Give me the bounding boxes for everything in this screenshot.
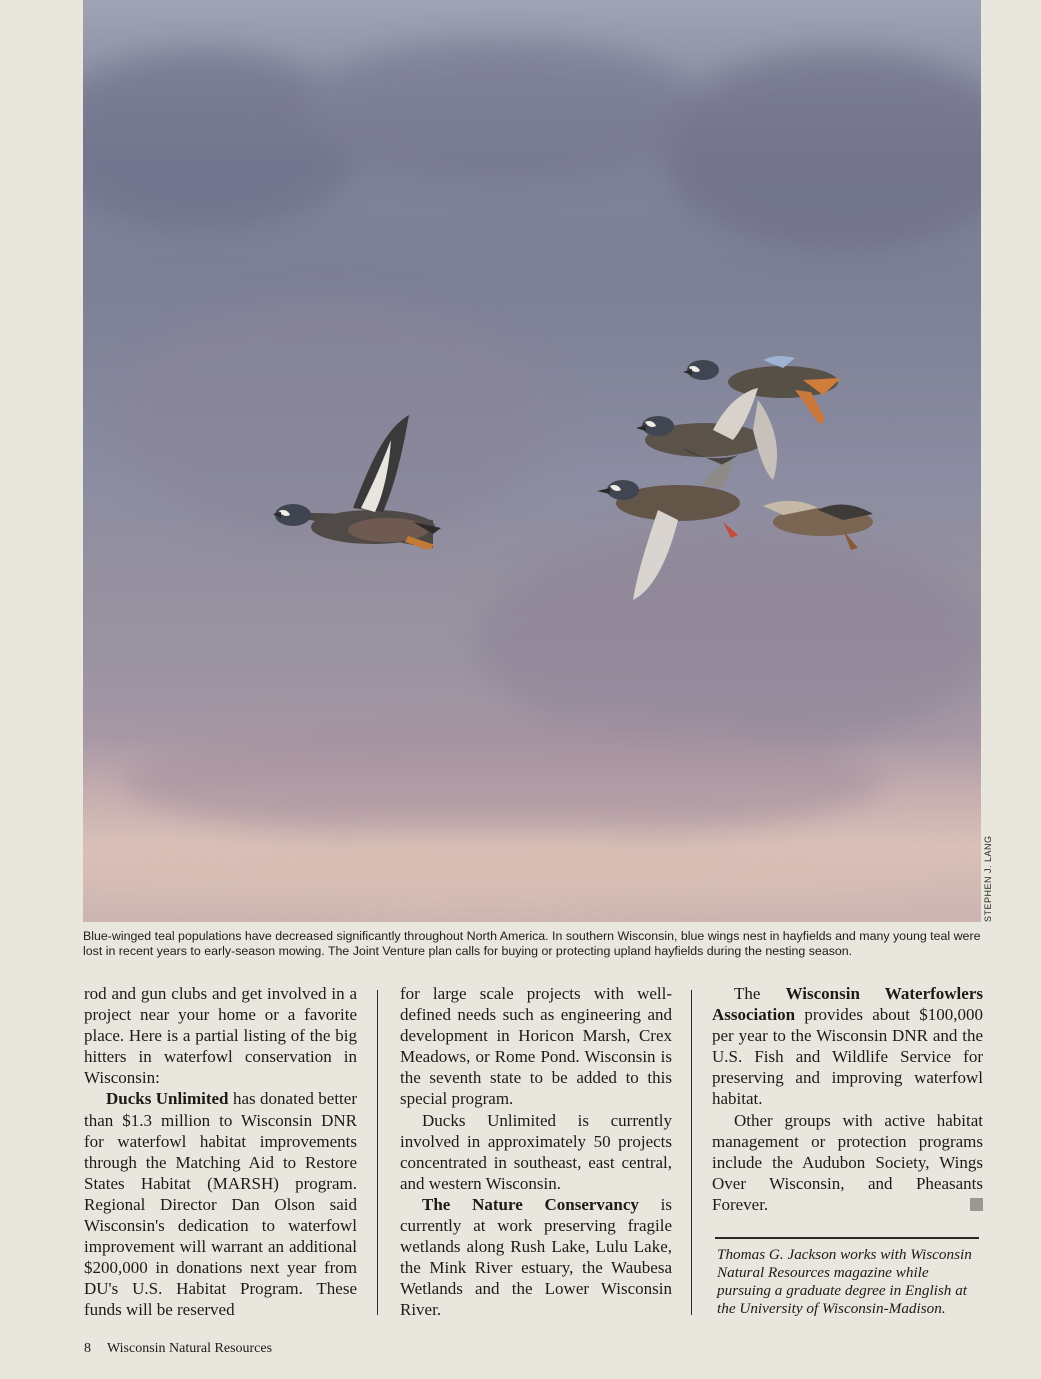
page-number: 8: [84, 1341, 91, 1356]
col1-paragraph-2: Ducks Unlimited has donated better than $1.3 million to Wisconsin DNR for waterfowl habitat improvements through the Matching Aid to Restore States Habitat (MARSH) program. Regional Director Dan Olson said Wisconsin's dedication to waterfowl improvement will warrant an additional $200,000 in donations next year from DU's U.S. Habitat Program. These funds will be reserved: [84, 1089, 357, 1320]
col2-paragraph-1: for large scale projects with well-defined needs such as engineering and development in Horicon Marsh, Crex Meadows, or Rome Pond. Wisconsin is the seventh state to be added to this special program.: [400, 984, 672, 1109]
author-bio: Thomas G. Jackson works with Wisconsin Natural Resources magazine while pursuing a graduate degree in English at the University of Wisconsin-Madison.: [717, 1246, 972, 1317]
column-2: [400, 983, 672, 1321]
column-1: [84, 983, 357, 1321]
column-divider-2: [691, 990, 692, 1315]
bio-divider: [715, 1237, 979, 1239]
col3-paragraph-1: The Wisconsin Waterfowlers Association provides about $100,000 per year to the Wisconsin DNR and the U.S. Fish and Wildlife Service for preserving and improving waterfowl habitat.: [712, 984, 983, 1109]
publication-name: Wisconsin Natural Resources: [107, 1341, 273, 1356]
nature-conservancy-heading: The Nature Conservancy: [422, 1194, 639, 1214]
end-of-article-icon: [970, 1198, 983, 1211]
ducks-in-flight-illustration: [83, 0, 981, 922]
column-3: [712, 983, 983, 1215]
duck-3: [636, 388, 777, 480]
waterfowlers-association-heading: Wisconsin Waterfowlers Association: [712, 984, 983, 1025]
teal-photo: [83, 0, 981, 922]
photo-credit: STEPHEN J. LANG: [983, 835, 993, 922]
ducks-unlimited-heading: Ducks Unlimited: [106, 1089, 229, 1109]
photo-caption: Blue-winged teal populations have decreased significantly throughout North America. In southern Wisconsin, blue wings nest in hayfields and many young teal were lost in recent years to early-season mowing. The Joint Venture plan calls for buying or protecting upland hayfields during the nesting season.: [83, 929, 981, 958]
col3-paragraph-2: Other groups with active habitat management or protection programs include the Audubon Society, Wings Over Wisconsin, and Pheasants Forever.: [712, 1110, 983, 1214]
page-footer: [84, 1341, 272, 1357]
col2-paragraph-2: Ducks Unlimited is currently involved in approximately 50 projects concentrated in southeast, east central, and western Wisconsin.: [400, 1110, 672, 1193]
col2-paragraph-3: The Nature Conservancy is currently at work preserving fragile wetlands along Rush Lake, Lulu Lake, the Mink River estuary, the Waubesa Wetlands and the Lower Wisconsin River.: [400, 1194, 672, 1320]
col1-paragraph-1: rod and gun clubs and get involved in a project near your home or a favorite place. Here is a partial listing of the big hitters in waterfowl conservation in Wisconsin:: [84, 984, 357, 1088]
column-divider-1: [377, 990, 378, 1315]
